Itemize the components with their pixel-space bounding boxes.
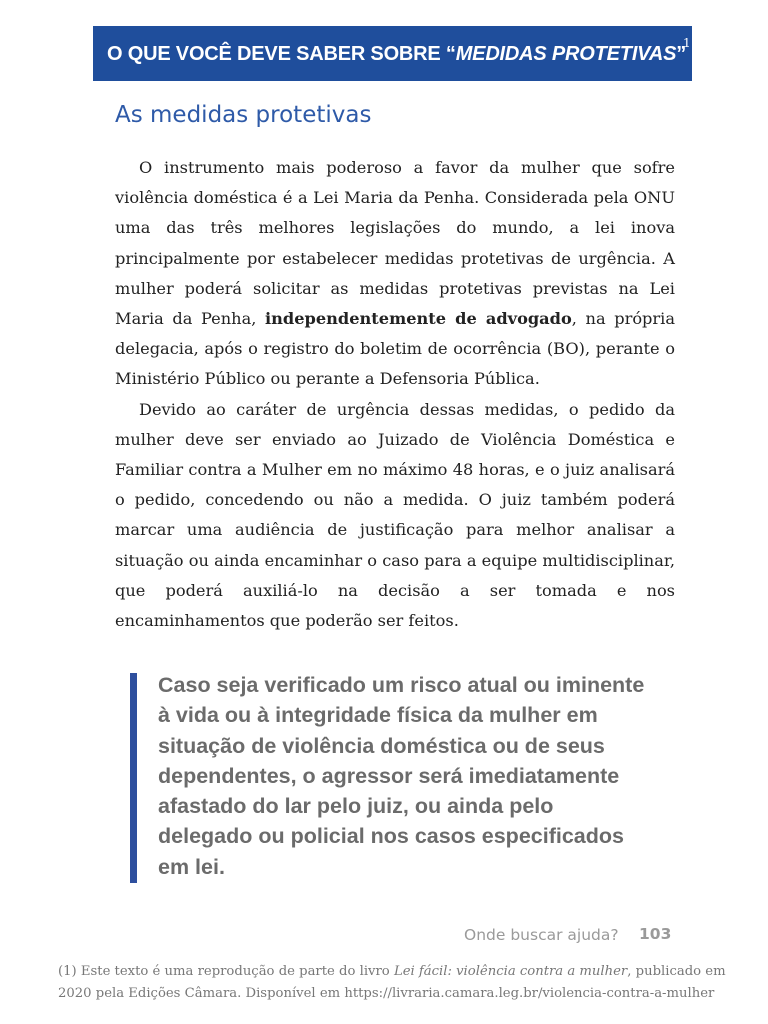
header-title-suffix: ” xyxy=(676,43,687,65)
callout-bar xyxy=(130,673,137,883)
footnote xyxy=(58,961,730,1005)
header-title-prefix: O QUE VOCÊ DEVE SABER SOBRE “ xyxy=(107,43,456,65)
paragraph-1-emphasis: independentemente de advogado xyxy=(265,309,572,329)
footer-section-label: Onde buscar ajuda? xyxy=(464,926,619,944)
paragraph-2: Devido ao caráter de urgência dessas medidas, o pedido da mulher deve ser enviado ao Juizado de Violência Doméstica e Familiar contra a Mulher em no máximo 48 horas, e o juiz analisará o pedido, concedendo ou não a medida. O juiz também poderá marcar uma audiência de justificação para melhor analisar a situação ou ainda encaminhar o caso para a equipe multidisciplinar, que poderá auxiliá-lo na decisão a ser tomada e nos encaminhamentos que poderão ser feitos. xyxy=(115,399,675,631)
callout-text: Caso seja verificado um risco atual ou iminente à vida ou à integridade física da mulher em situação de violência doméstica ou de seus dependentes, o agressor será imediatamente afastado do lar pelo juiz, ou ainda pelo delegado ou policial nos casos especificados em lei. xyxy=(158,673,645,879)
footnote-end: , publicado em 2020 pela Edições Câmara. Disponível em https://livraria.camara.leg.br/violencia-contra-a-mulher xyxy=(58,964,726,1001)
footnote-start: (1) Este texto é uma reprodução de parte do livro xyxy=(58,964,394,979)
section-title: As medidas protetivas xyxy=(115,102,372,128)
paragraph-1-end: , na própria delegacia, após o registro do boletim de ocorrência (BO), perante o Ministério Público ou perante a Defensoria Pública. xyxy=(115,309,675,389)
header-title-italic: MEDIDAS PROTETIVAS xyxy=(455,43,677,65)
header-title xyxy=(107,43,687,66)
paragraph-1-start: O instrumento mais poderoso a favor da mulher que sofre violência doméstica é a Lei Maria da Penha. Considerada pela ONU uma das três melhores legislações do mundo, a lei inova principalmente por estabelecer medidas protetivas de urgência. A mulher poderá solicitar as medidas protetivas previstas na Lei Maria da Penha, xyxy=(115,158,675,329)
paragraph-1 xyxy=(115,153,675,395)
body-text xyxy=(115,153,675,636)
footnote-reference[interactable]: 1 xyxy=(683,36,691,50)
page-number: 103 xyxy=(639,925,672,943)
footnote-book-title: Lei fácil: violência contra a mulher xyxy=(393,964,628,979)
